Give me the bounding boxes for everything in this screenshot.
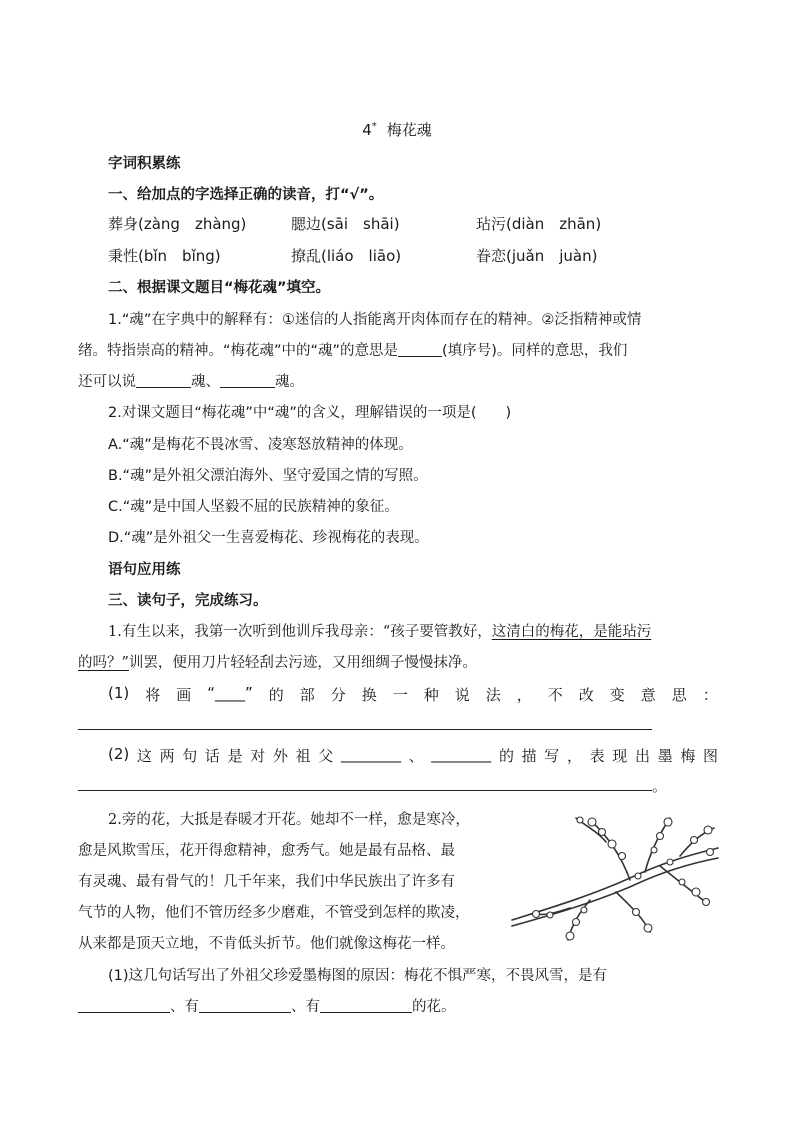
char: 种 bbox=[423, 686, 439, 704]
char: ， bbox=[566, 747, 582, 765]
answer-blank[interactable] bbox=[220, 373, 275, 388]
pinyin-item[interactable]: 秉性(bǐn bǐng) bbox=[108, 247, 221, 265]
lesson-title bbox=[0, 119, 794, 140]
pinyin-item[interactable]: 眷恋(juǎn juàn) bbox=[476, 247, 598, 265]
lesson-name: 梅花魂 bbox=[386, 121, 432, 139]
lesson-number: 4 bbox=[362, 121, 372, 139]
char: 变 bbox=[609, 686, 625, 704]
text-run: 魂、 bbox=[191, 374, 220, 390]
question-2-title: 二、根据课文题目“梅花魂”填空。 bbox=[108, 280, 331, 296]
answer-blank[interactable]: ________ bbox=[340, 745, 401, 763]
section-heading-vocab: 字词积累练 bbox=[108, 156, 181, 172]
text-run: 训罢，便用刀片轻轻刮去污迹，又用细绸子慢慢抹净。 bbox=[128, 655, 477, 671]
choice-option-c[interactable]: C.“魂”是中国人坚毅不屈的民族精神的象征。 bbox=[108, 499, 399, 515]
plum-blossom-branch-icon bbox=[510, 808, 722, 946]
pinyin-item[interactable]: 葬身(zàng zhàng) bbox=[108, 215, 247, 233]
answer-blank[interactable] bbox=[199, 998, 291, 1013]
char: 描 bbox=[521, 747, 537, 765]
char: 画 bbox=[176, 686, 192, 704]
char: 是 bbox=[227, 747, 243, 765]
char: 换 bbox=[361, 686, 377, 704]
passage-1-line-1 bbox=[108, 620, 651, 641]
passage-2-line-2: 愈是风欺雪压，花开得愈精神，愈秀气。她是最有品格、最 bbox=[78, 843, 455, 859]
passage-2-line-5: 从来都是顶天立地，不肯低头折节。他们就像这梅花一样。 bbox=[78, 936, 455, 952]
question-2-item-1-line-1: 1.“魂”在字典中的解释有：①迷信的人指能离开肉体而存在的精神。②泛指精神或情 bbox=[108, 312, 642, 328]
text-run: (填序号)。同样的意思，我们 bbox=[442, 343, 628, 359]
char: 父 bbox=[318, 747, 334, 765]
char: (1) bbox=[108, 684, 130, 702]
char: 写 bbox=[544, 747, 560, 765]
char: 梅 bbox=[680, 747, 696, 765]
choice-option-d[interactable]: D.“魂”是外祖父一生喜爱梅花、珍视梅花的表现。 bbox=[108, 530, 429, 546]
char: 说 bbox=[454, 686, 470, 704]
char: 分 bbox=[330, 686, 346, 704]
char: “____” bbox=[207, 684, 253, 702]
char: 部 bbox=[299, 686, 315, 704]
choice-option-b[interactable]: B.“魂”是外祖父漂泊海外、坚守爱国之情的写照。 bbox=[108, 468, 428, 484]
pinyin-item[interactable]: 撩乱(liáo liāo) bbox=[291, 247, 402, 265]
char: 现 bbox=[612, 747, 628, 765]
char: 表 bbox=[589, 747, 605, 765]
passage-2-line-4: 气节的人物，他们不管历经多少磨难，不管受到怎样的欺凌， bbox=[78, 905, 470, 921]
char: 这 bbox=[136, 747, 152, 765]
char: 一 bbox=[392, 686, 408, 704]
char: 句 bbox=[182, 747, 198, 765]
text-run: 1.有生以来，我第一次听到他训斥我母亲：“孩子要管教好， bbox=[108, 624, 492, 640]
pinyin-item[interactable]: 腮边(sāi shāi) bbox=[291, 215, 400, 233]
sub-question-3-line-1: (1)这几句话写出了外祖父珍爱墨梅图的原因：梅花不惧严寒，不畏风雪，是有 bbox=[108, 968, 608, 984]
char: 图 bbox=[702, 747, 718, 765]
answer-blank[interactable] bbox=[78, 998, 170, 1013]
char: 墨 bbox=[657, 747, 673, 765]
sub-question-3-line-2 bbox=[78, 995, 456, 1016]
char: 意 bbox=[640, 686, 656, 704]
underlined-text: 这清白的梅花，是能玷污 bbox=[491, 624, 652, 640]
char: 将 bbox=[145, 686, 161, 704]
section-heading-sentence: 语句应用练 bbox=[108, 562, 181, 578]
sub-question-2 bbox=[108, 745, 718, 766]
underlined-text: 的吗？” bbox=[78, 655, 129, 671]
char: 、 bbox=[408, 747, 424, 765]
passage-1-line-2 bbox=[78, 651, 477, 672]
lesson-mark: * bbox=[371, 121, 377, 132]
pinyin-item[interactable]: 玷污(diàn zhān) bbox=[476, 215, 602, 233]
text-run: 魂。 bbox=[275, 374, 304, 390]
question-2-item-1-line-2 bbox=[78, 339, 627, 360]
char: 不 bbox=[547, 686, 563, 704]
answer-line[interactable] bbox=[78, 729, 652, 730]
char: 的 bbox=[498, 747, 514, 765]
text-run: 、有 bbox=[170, 999, 199, 1015]
question-2-item-1-line-3 bbox=[78, 370, 304, 391]
passage-2-line-3: 有灵魂、最有骨气的！几千年来，我们中华民族出了许多有 bbox=[78, 874, 455, 890]
char: 话 bbox=[204, 747, 220, 765]
question-3-title: 三、读句子，完成练习。 bbox=[108, 593, 268, 609]
answer-blank[interactable] bbox=[136, 373, 191, 388]
char: 外 bbox=[272, 747, 288, 765]
passage-2-line-1: 2.旁的花，大抵是春暖才开花。她却不一样，愈是寒冷， bbox=[108, 812, 470, 828]
answer-line[interactable] bbox=[78, 790, 652, 791]
char: 出 bbox=[634, 747, 650, 765]
text-run: 的花。 bbox=[412, 999, 456, 1015]
char: 两 bbox=[159, 747, 175, 765]
choice-option-a[interactable]: A.“魂”是梅花不畏冰雪、凌寒怒放精神的体现。 bbox=[108, 437, 413, 453]
char: 改 bbox=[578, 686, 594, 704]
question-1-title: 一、给加点的字选择正确的读音，打“√”。 bbox=[108, 187, 384, 203]
char: 对 bbox=[250, 747, 266, 765]
text-run: 还可以说 bbox=[78, 374, 136, 390]
char: 法 bbox=[485, 686, 501, 704]
char: 的 bbox=[268, 686, 284, 704]
sentence-end: 。 bbox=[652, 777, 668, 795]
char: 祖 bbox=[295, 747, 311, 765]
text-run: 、有 bbox=[291, 999, 320, 1015]
question-2-item-2: 2.对课文题目“梅花魂”中“魂”的含义，理解错误的一项是( ) bbox=[108, 405, 512, 421]
answer-blank[interactable] bbox=[398, 342, 442, 357]
answer-blank[interactable] bbox=[320, 998, 412, 1013]
sub-question-1 bbox=[108, 684, 718, 705]
char: ： bbox=[702, 686, 718, 704]
text-run: 绪。特指崇高的精神。“梅花魂”中的“魂”的意思是 bbox=[78, 343, 399, 359]
char: (2) bbox=[108, 745, 130, 763]
char: ， bbox=[516, 686, 532, 704]
answer-blank[interactable]: ________ bbox=[431, 745, 492, 763]
char: 思 bbox=[671, 686, 687, 704]
